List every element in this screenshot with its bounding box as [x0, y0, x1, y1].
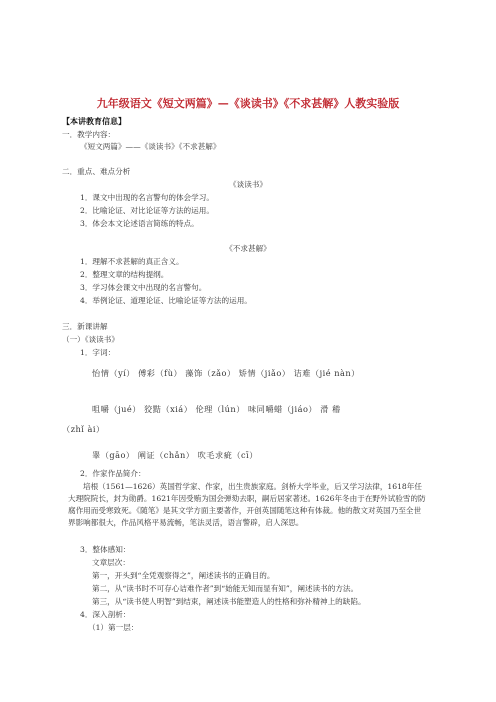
- level-item: 第二，从“读书时不可存心诘难作者”到“始能无知而显有知”，阐述读书的方法。: [92, 584, 359, 593]
- book-1-item: 1．课文中出现的名言警句的体会学习。: [80, 193, 214, 202]
- word-list-row: （zhǐ ài）: [62, 424, 105, 434]
- section-3-heading: 三．新课讲解: [62, 322, 108, 331]
- info-heading: 【本讲教育信息】: [62, 116, 126, 126]
- document-title: 九年级语文《短文两篇》—《谈读书》《不求甚解》人教实验版: [96, 97, 400, 110]
- sub-section-heading: （一）《谈读书》: [62, 335, 119, 344]
- author-heading: 2．作家作品简介：: [80, 469, 146, 478]
- book-2-item: 4．举例论证、道理论证、比喻论证等方法的运用。: [80, 296, 252, 305]
- deep-sub-heading: （1）第一层：: [88, 623, 139, 632]
- book-2-item: 3．学习体会课文中出现的名言警句。: [80, 283, 207, 292]
- level-heading: 文章层次：: [92, 558, 130, 567]
- book-2-item: 2．整理文章的结构提纲。: [80, 270, 169, 279]
- section-1-heading: 一．教学内容：: [62, 130, 116, 139]
- section-1-content: 《短文两篇》——《谈读书》《不求甚解》: [80, 142, 221, 151]
- book-1-item: 3．体会本文论述语言简练的特点。: [80, 219, 199, 228]
- book-2-item: 1．理解不求甚解的真正含义。: [80, 257, 184, 266]
- deep-heading: 4．深入剖析：: [80, 610, 131, 619]
- feel-heading: 3．整体感知：: [80, 545, 131, 554]
- level-item: 第三，从“读书使人明智”到结束，阐述读书能塑造人的性格和弥补精神上的缺陷。: [92, 597, 366, 606]
- word-list-row: 咀嚼（jué） 狡黠（xiá） 伦理（lún） 味同嚼蜡（jiáo） 滑 稽: [92, 404, 341, 414]
- words-heading: 1．字词：: [80, 348, 116, 357]
- word-list-row: 怡情（yí） 傅彩（fù） 藻饰（zǎo） 矫情（jiǎo） 诘难（jié nàn）: [92, 368, 360, 378]
- book-1-item: 2．比喻论证、对比论证等方法的运用。: [80, 206, 214, 215]
- section-2-heading: 二．重点、难点分析: [62, 167, 131, 176]
- book-2-title: 《不求甚解》: [225, 244, 271, 253]
- word-list-row: 睾（gāo） 阐证（chǎn） 吹毛求疵（cī）: [92, 450, 258, 460]
- book-1-title: 《谈读书》: [229, 180, 267, 189]
- author-paragraph: 培根（1561—1626）英国哲学家、作家，出生贵族家庭。剑桥大学毕业，后又学习法律，1618年任大理院院长，封为勋爵。1621年因受贿为国会弹劾去职，嗣后居家著述。1626年冬由于在野外试验雪的防腐作用而受寒致死。《随笔》是其文学方面主要著作，开创英国随笔这种有体裁。他的散文对英国乃至全世界影响都很大，作品风格平易流畅，笔法灵活，语言警辟，启人深思。: [68, 482, 426, 527]
- level-item: 第一，开头到“全凭观察得之”，阐述读书的正确目的。: [92, 571, 275, 580]
